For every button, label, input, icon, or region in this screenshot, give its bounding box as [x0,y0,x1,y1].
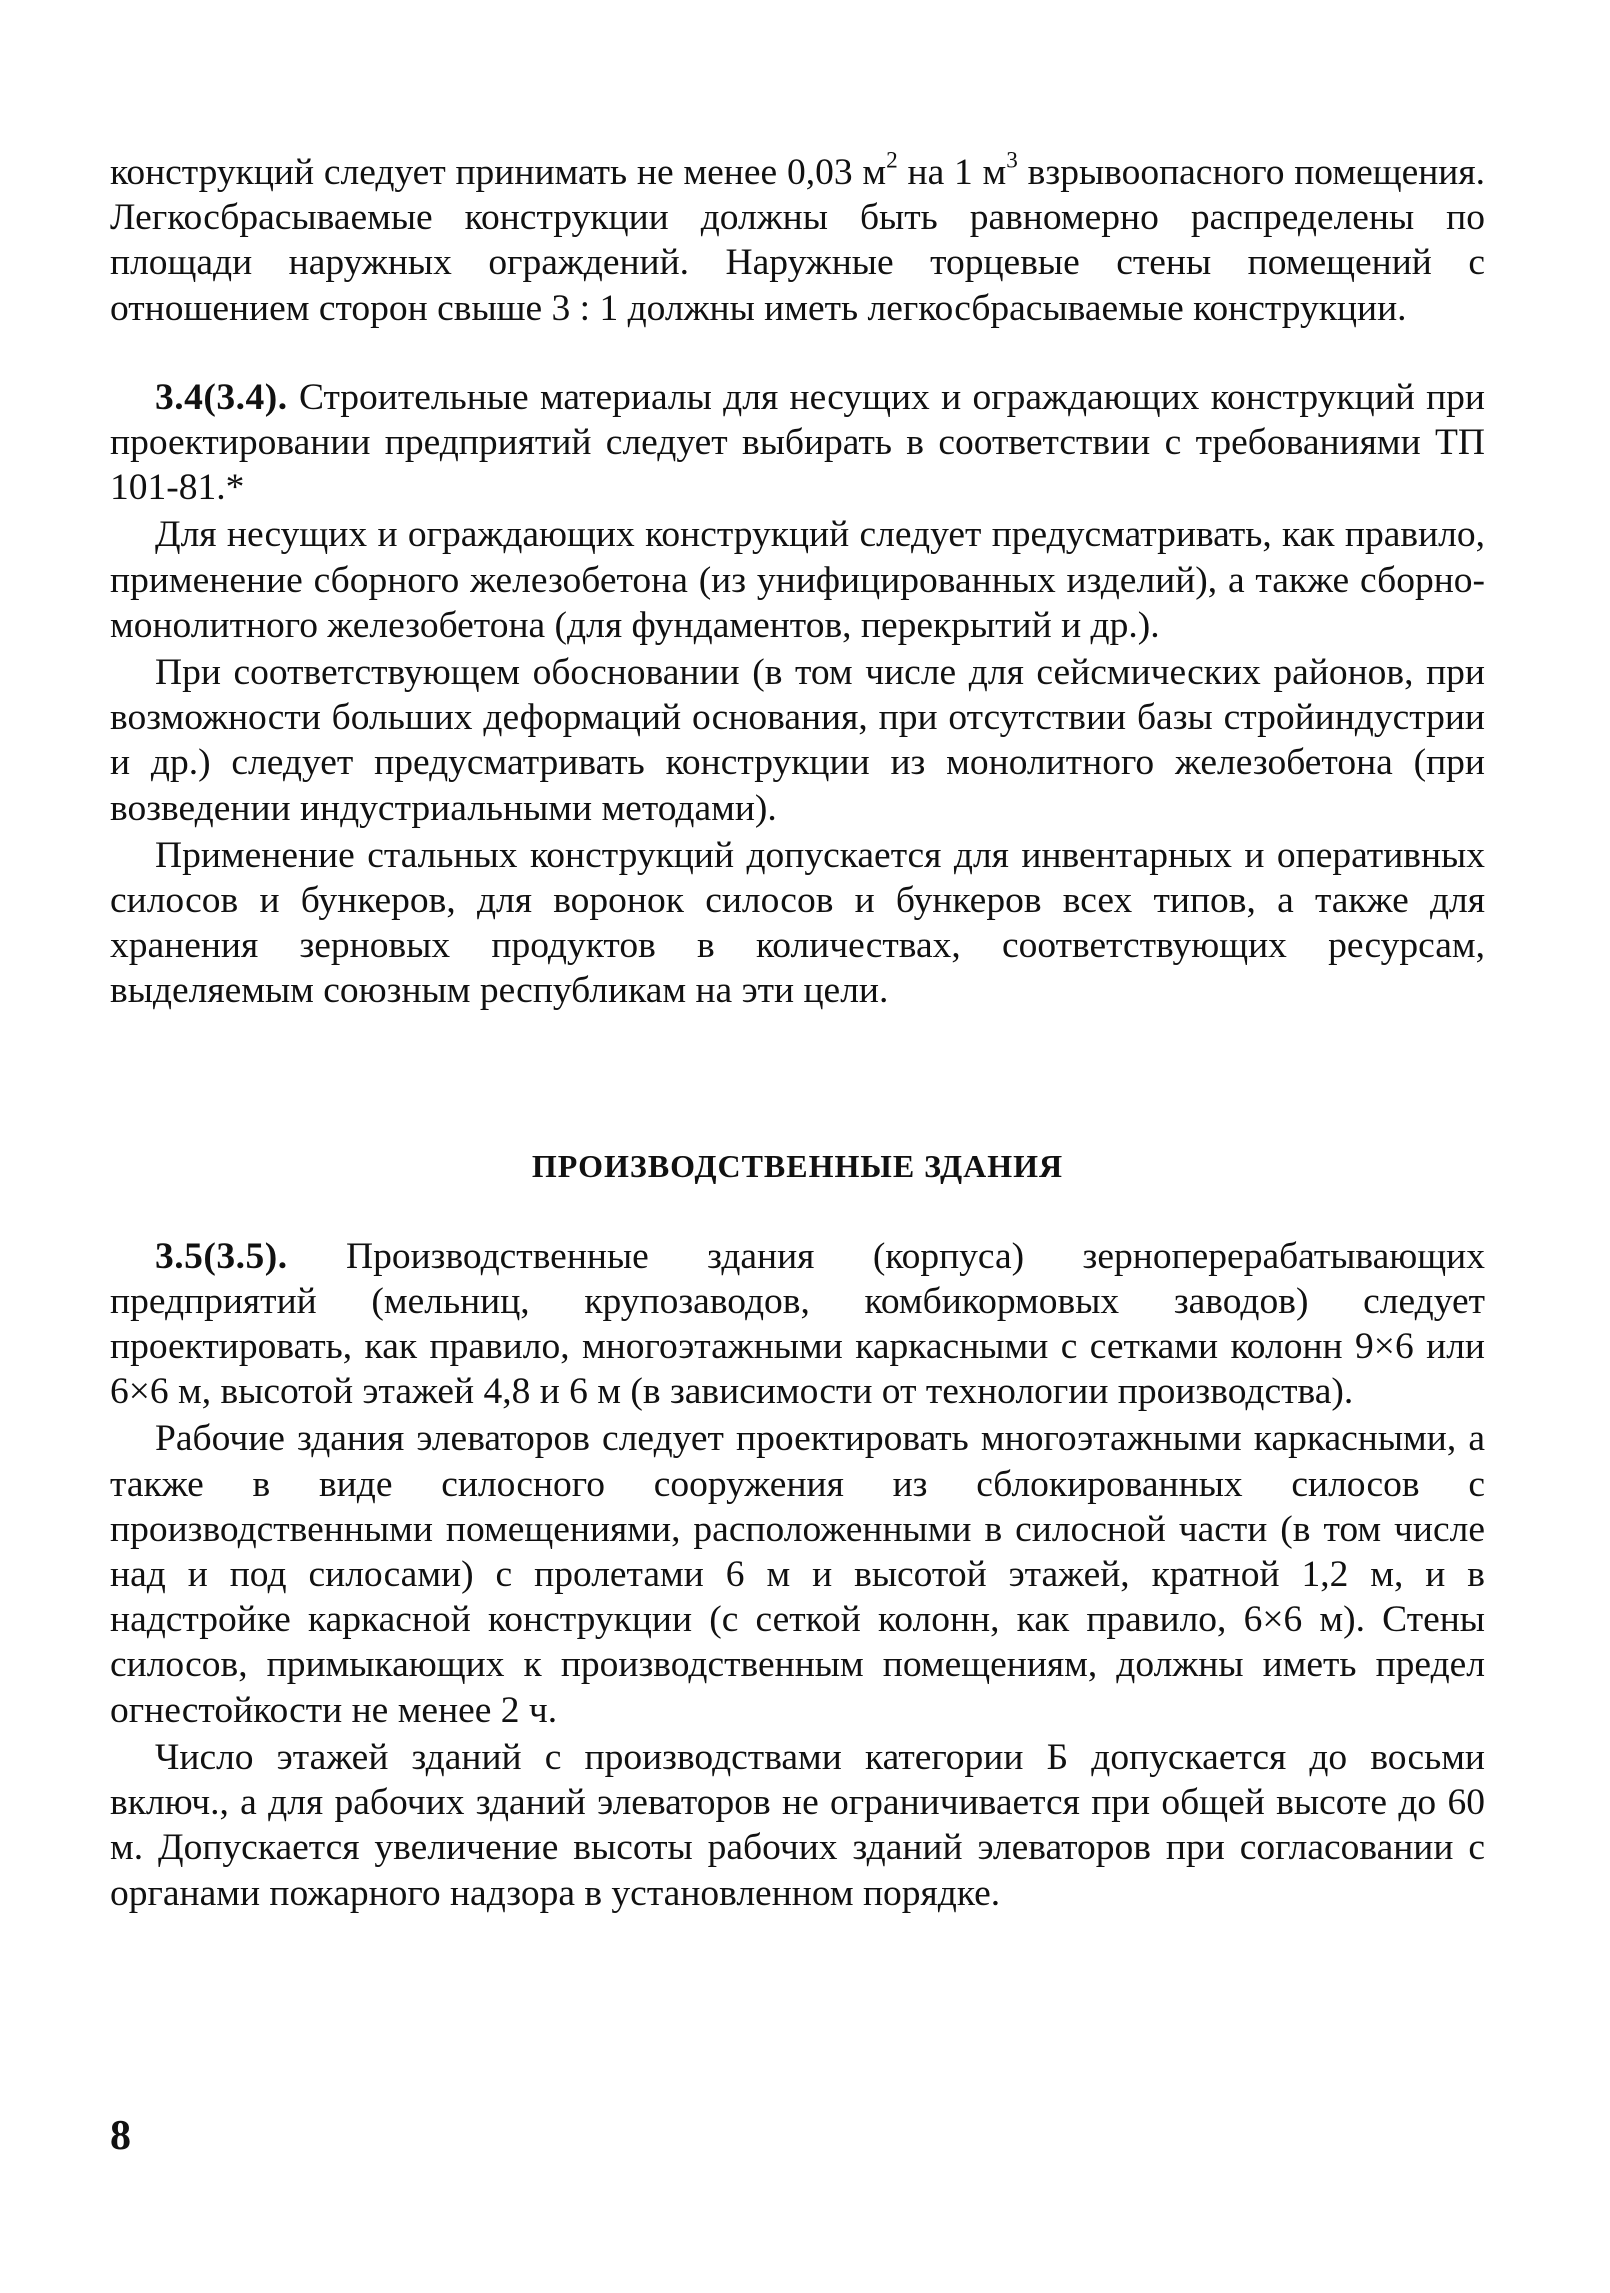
paragraph-floors: Число этажей зданий с производствами категории Б допускается до восьми включ., а для рабочих зданий элеваторов не ограничивается при общей высоте до 60 м. Допускается увеличение высоты рабочих зданий элеваторов при согласовании с органами пожарного надзора в установленном порядке. [110,1736,1485,1914]
section-heading: ПРОИЗВОДСТВЕННЫЕ ЗДАНИЯ [531,1147,1064,1184]
clause-text: Производственные здания (корпуса) зерноперерабатывающих предприятий (мельниц, крупозаводов, комбикормовых заводов) следует проектировать, как правило, многоэтажными каркасными с сетками колонн 9×6 или 6×6 м, высотой этажей 4,8 и 6 м (в зависимости от технологии производства). [110,1235,1485,1413]
paragraph-clause-3-4 [110,375,1485,511]
clause-text: Строительные материалы для несущих и ограждающих конструкций при проектировании предприятий следует выбирать в соответствии с требованиями ТП 101-81.* [110,376,1485,509]
paragraph-clause-3-5 [110,1234,1485,1415]
text-segment: на 1 м [897,152,1007,193]
superscript-square: 2 [886,147,898,174]
document-page [110,147,1486,1916]
paragraph-load-bearing: Для несущих и ограждающих конструкций следует предусматривать, как правило, применение сборного железобетона (из унифицированных изделий), а также сборно-монолитного железобетона (для фундаментов, перекрытий и др.). [110,514,1485,646]
paragraph-monolithic: При соответствующем обосновании (в том числе для сейсмических районов, при возможности больших деформаций основания, при отсутствии базы стройиндустрии и др.) следует предусматривать конструкции из монолитного железобетона (при возведении индустриальными методами). [110,652,1485,829]
clause-number: 3.4(3.4). [155,376,288,418]
paragraph-continuation [110,147,1486,331]
text-segment: взрывоопасного помещения. Легкосбрасываемые конструкции должны быть равномерно распределены по площади наружных ограждений. Наружные торцевые стены помещений с отношением сторон свыше 3 : 1 должны иметь легкосбрасываемые конструкции. [110,152,1486,329]
paragraph-elevators: Рабочие здания элеваторов следует проектировать многоэтажными каркасными, а также в виде силосного сооружения из сблокированных силосов с производственными помещениями, расположенными в силосной части (в том числе над и под силосами) с пролетами 6 м и высотой этажей, кратной 1,2 м, и в надстройке каркасной конструкции (с сеткой колонн, как правило, 6×6 м). Стены силосов, примыкающих к производственным помещениям, должны иметь предел огнестойкости не менее 2 ч. [110,1418,1485,1731]
text-segment: конструкций следует принимать не менее 0,03 м [110,152,887,193]
superscript-cube: 3 [1006,147,1018,174]
clause-number: 3.5(3.5). [155,1235,288,1277]
page-number: 8 [110,2113,131,2159]
paragraph-steel: Применение стальных конструкций допускается для инвентарных и оперативных силосов и бункеров, для воронок силосов и бункеров всех типов, а также для хранения зерновых продуктов в количествах, соответствующих ресурсам, выделяемым союзным республикам на эти цели. [110,834,1485,1012]
